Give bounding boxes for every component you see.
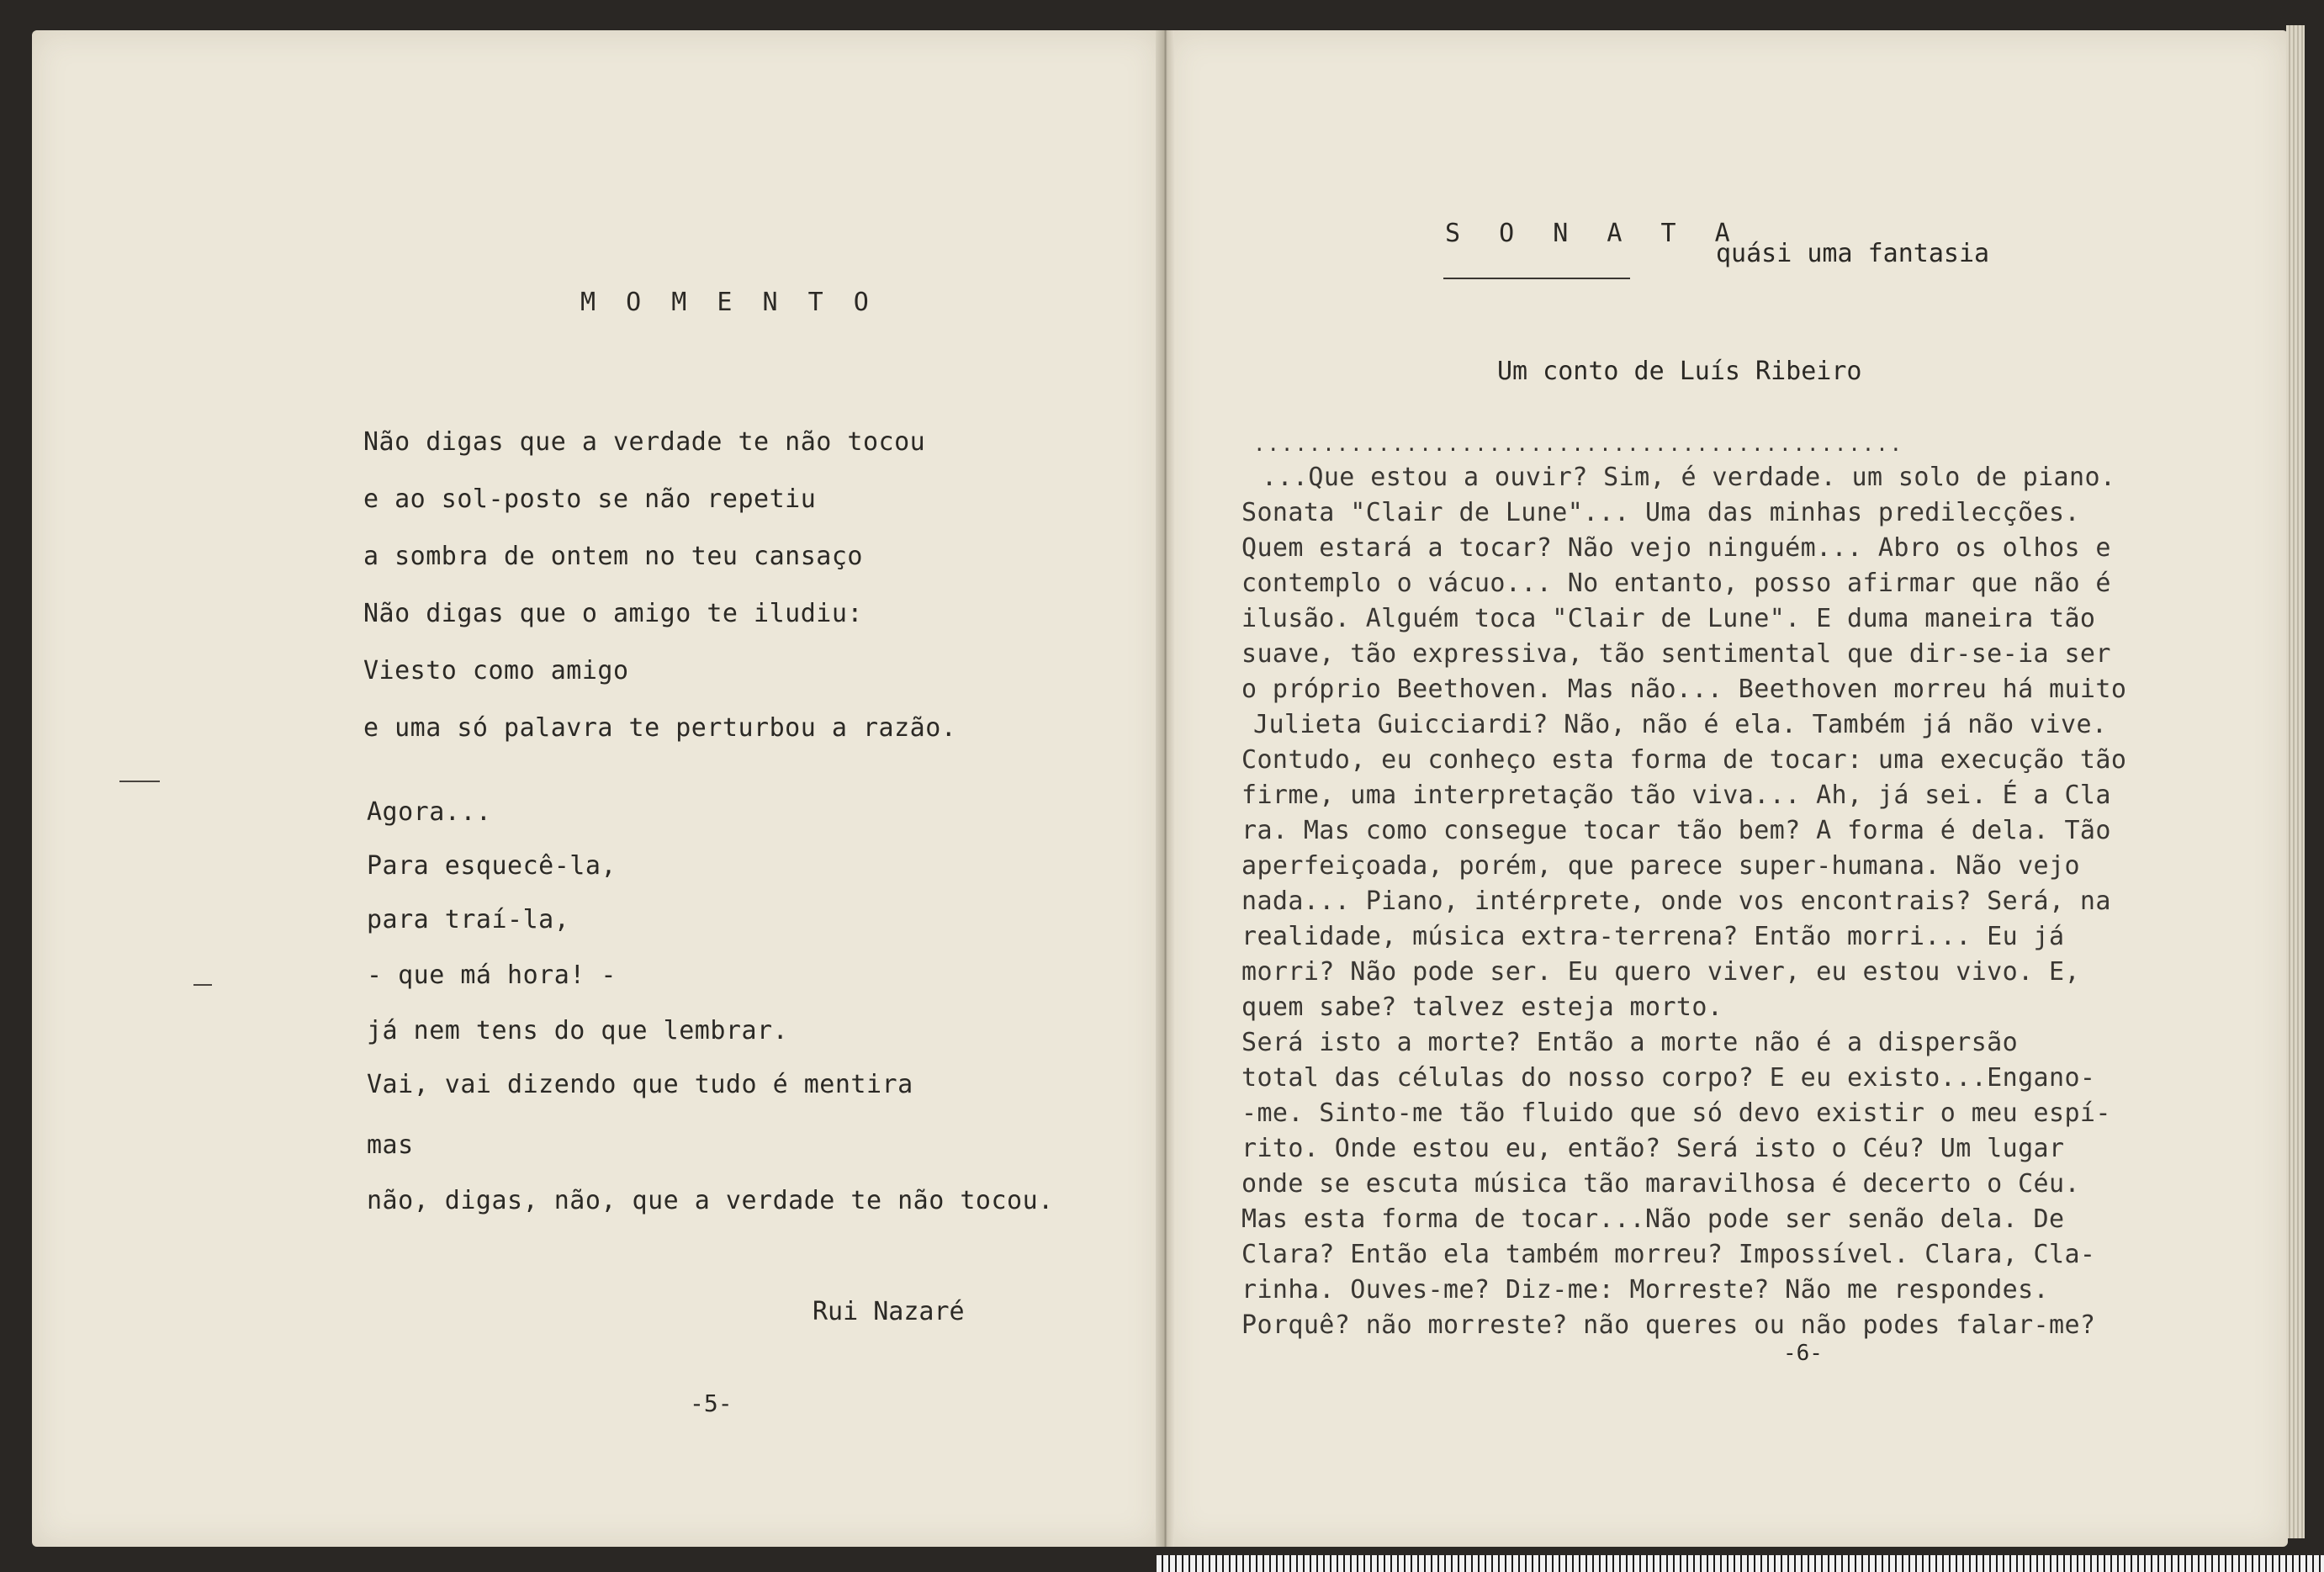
poem-line: Não digas que o amigo te iludiu: bbox=[363, 599, 863, 628]
scale-ruler bbox=[1157, 1555, 2324, 1572]
story-subtitle: quási uma fantasia bbox=[1716, 239, 1990, 268]
page-number-left: -5- bbox=[690, 1389, 733, 1417]
prose-line: ...Que estou a ouvir? Sim, é verdade. um solo de piano. bbox=[1262, 463, 2116, 492]
story-title: S O N A T A bbox=[1445, 219, 1742, 248]
page-edges bbox=[2286, 25, 2305, 1538]
prose-line: onde se escuta música tão maravilhosa é decerto o Céu. bbox=[1241, 1169, 2080, 1199]
prose-line: quem sabe? talvez esteja morto. bbox=[1241, 992, 1723, 1022]
prose-line: suave, tão expressiva, tão sentimental que dir-se-ia ser bbox=[1241, 639, 2111, 669]
poem-line: Não digas que a verdade te não tocou bbox=[363, 427, 926, 457]
poem-line: para traí-la, bbox=[367, 905, 570, 934]
prose-line: firme, uma interpretação tão viva... Ah, já sei. É a Cla bbox=[1241, 781, 2111, 810]
prose-line: Mas esta forma de tocar...Não pode ser senão dela. De bbox=[1241, 1204, 2065, 1234]
prose-line: Clara? Então ela também morreu? Impossível. Clara, Cla- bbox=[1241, 1240, 2096, 1269]
poem-line: Agora... bbox=[367, 797, 492, 827]
story-byline: Um conto de Luís Ribeiro bbox=[1497, 357, 1862, 386]
prose-line: realidade, música extra-terrena? Então morri... Eu já bbox=[1241, 922, 2065, 951]
dotted-separator: ............................................... bbox=[1253, 432, 1904, 456]
prose-line: Julieta Guicciardi? Não, não é ela. Também já não vive. bbox=[1253, 710, 2108, 739]
prose-line: Será isto a morte? Então a morte não é a dispersão bbox=[1241, 1028, 2019, 1057]
prose-line: Quem estará a tocar? Não vejo ninguém... Abro os olhos e bbox=[1241, 533, 2111, 563]
stray-mark bbox=[193, 984, 212, 986]
poem-line: Para esquecê-la, bbox=[367, 851, 617, 881]
prose-line: o próprio Beethoven. Mas não... Beethoven morreu há muito bbox=[1241, 675, 2127, 704]
prose-line: Porquê? não morreste? não queres ou não podes falar-me? bbox=[1241, 1310, 2096, 1340]
poem-author: Rui Nazaré bbox=[813, 1297, 965, 1326]
prose-line: ra. Mas como consegue tocar tão bem? A forma é dela. Tão bbox=[1241, 816, 2111, 845]
poem-line: Viesto como amigo bbox=[363, 656, 629, 685]
left-page bbox=[32, 30, 1161, 1547]
poem-line: já nem tens do que lembrar. bbox=[367, 1016, 789, 1045]
prose-line: rito. Onde estou eu, então? Será isto o Céu? Um lugar bbox=[1241, 1134, 2065, 1163]
poem-line: e ao sol-posto se não repetiu bbox=[363, 484, 817, 514]
poem-line: mas bbox=[367, 1130, 414, 1160]
prose-line: morri? Não pode ser. Eu quero viver, eu estou vivo. E, bbox=[1241, 957, 2080, 987]
prose-line: ilusão. Alguém toca "Clair de Lune". E duma maneira tão bbox=[1241, 604, 2096, 633]
prose-line: -me. Sinto-me tão fluido que só devo existir o meu espí- bbox=[1241, 1098, 2111, 1128]
prose-line: total das células do nosso corpo? E eu existo...Engano- bbox=[1241, 1063, 2096, 1093]
prose-line: nada... Piano, intérprete, onde vos encontrais? Será, na bbox=[1241, 887, 2111, 916]
poem-title: M O M E N T O bbox=[580, 288, 876, 317]
poem-line: Vai, vai dizendo que tudo é mentira bbox=[367, 1070, 913, 1099]
prose-line: contemplo o vácuo... No entanto, posso afirmar que não é bbox=[1241, 569, 2111, 598]
prose-line: Contudo, eu conheço esta forma de tocar: uma execução tão bbox=[1241, 745, 2127, 775]
title-underline bbox=[1443, 278, 1630, 279]
stray-mark bbox=[119, 781, 160, 782]
poem-line: a sombra de ontem no teu cansaço bbox=[363, 542, 863, 571]
prose-line: rinha. Ouves-me? Diz-me: Morreste? Não me respondes. bbox=[1241, 1275, 2049, 1305]
prose-line: Sonata "Clair de Lune"... Uma das minhas predilecções. bbox=[1241, 498, 2080, 527]
page-number-right: -6- bbox=[1783, 1341, 1823, 1366]
prose-line: aperfeiçoada, porém, que parece super-humana. Não vejo bbox=[1241, 851, 2080, 881]
poem-line: - que má hora! - bbox=[367, 961, 617, 990]
poem-line: não, digas, não, que a verdade te não tocou. bbox=[367, 1186, 1054, 1215]
book-gutter bbox=[1156, 30, 1174, 1547]
poem-line: e uma só palavra te perturbou a razão. bbox=[363, 713, 957, 743]
